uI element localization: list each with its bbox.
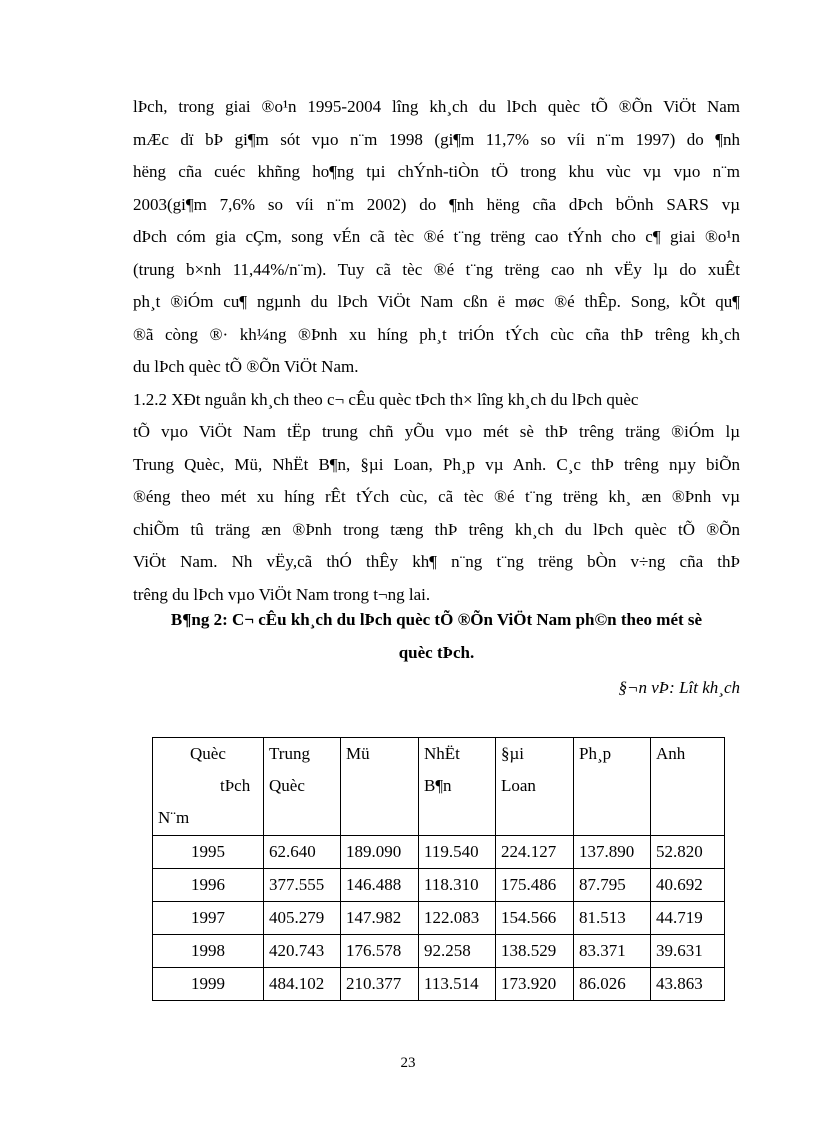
table-cell: 92.258 [419,935,496,968]
corner-label-nationality: tÞch [220,776,251,795]
paragraph-line: lÞch, trong giai ®o¹n 1995-2004 lîng kh¸ch du lÞch quèc tÕ ®Õn ViÖt Nam [133,97,740,116]
table-unit-note: §¬n vÞ: Lît kh¸ch [618,678,740,697]
table-caption-line: quèc tÞch. [398,642,475,662]
table-cell: 146.488 [341,869,419,902]
table-cell: 377.555 [264,869,341,902]
paragraph-line: trêng du lÞch vµo ViÖt Nam trong t¬ng lai. [133,584,431,604]
table-cell: 83.371 [574,935,651,968]
year-cell: 1996 [153,869,264,902]
corner-header-cell [153,738,264,836]
table-cell: 44.719 [651,902,725,935]
year-cell: 1995 [153,836,264,869]
table-cell: 118.310 [419,869,496,902]
table-cell: 122.083 [419,902,496,935]
paragraph-line: chiÕm tû träng æn ®Þnh trong tæng thÞ trêng kh¸ch du lÞch quèc tÕ ®Õn [133,519,740,539]
table-caption-line: B¶ng 2: C¬ cÊu kh¸ch du lÞch quèc tÕ ®Õn ViÖt Nam ph©n theo mét sè [170,610,703,629]
table-cell: 210.377 [341,968,419,1001]
paragraph-line: 2003(gi¶m 7,6% so víi n¨m 2002) do ¶nh hëng cña dÞch bÖnh SARS vµ [133,194,740,214]
table-cell: 62.640 [264,836,341,869]
table-cell: 39.631 [651,935,725,968]
table-cell: 138.529 [496,935,574,968]
table-cell: 81.513 [574,902,651,935]
table-cell: 484.102 [264,968,341,1001]
table-cell: 87.795 [574,869,651,902]
column-header-line: Anh [656,744,686,763]
body-text [133,91,740,611]
table-row [153,902,725,935]
paragraph-line: ®éng theo mét xu híng rÊt tÝch cùc, cã tèc ®é t¨ng trëng kh¸ æn ®Þnh vµ [133,487,740,506]
table-cell: 113.514 [419,968,496,1001]
table-cell: 224.127 [496,836,574,869]
table-cell: 40.692 [651,869,725,902]
paragraph-line: 1.2.2 XÐt nguån kh¸ch theo c¬ cÊu quèc tÞch th× lîng kh¸ch du lÞch quèc [133,389,639,409]
paragraph-line: dÞch cóm gia cÇm, song vÉn cã tèc ®é t¨ng trëng cao tÝnh cho c¶ giai ®o¹n [133,227,740,246]
column-header-line: Loan [501,776,536,795]
paragraph-line: ViÖt Nam. Nh vËy,cã thÓ thÊy kh¶ n¨ng t¨ng trëng bÒn v÷ng cña thÞ [133,552,740,571]
table-cell: 420.743 [264,935,341,968]
table-cell: 137.890 [574,836,651,869]
column-header [264,738,341,836]
table-row [153,836,725,869]
table-cell: 173.920 [496,968,574,1001]
table-cell: 175.486 [496,869,574,902]
table-cell: 119.540 [419,836,496,869]
page-number: 23 [400,1055,416,1071]
column-header-line: B¶n [424,776,452,795]
table-cell: 86.026 [574,968,651,1001]
table-cell: 189.090 [341,836,419,869]
year-cell: 1997 [153,902,264,935]
table-row [153,935,725,968]
year-cell: 1999 [153,968,264,1001]
table-cell: 176.578 [341,935,419,968]
table-cell: 154.566 [496,902,574,935]
table-cell: 52.820 [651,836,725,869]
column-header-line: Ph¸p [579,744,612,763]
year-cell: 1998 [153,935,264,968]
column-header-line: Quèc [269,776,305,795]
paragraph-line: hëng cña cuéc khñng ho¶ng tµi chÝnh-tiÒn tÖ trong khu vùc vµ vµo n¨m [133,162,740,181]
column-header-line: Trung [269,744,310,763]
visitor-table [152,737,725,1001]
column-header [341,738,419,836]
column-header [419,738,496,836]
column-header-line: NhËt [424,744,460,763]
column-header [651,738,725,836]
column-header [496,738,574,836]
paragraph-line: ®ã còng ®· kh¼ng ®Þnh xu híng ph¸t triÓn tÝch cùc cña thÞ trêng kh¸ch [133,324,740,344]
corner-label-year: N¨m [158,808,190,827]
table-caption [133,604,740,669]
table-cell: 405.279 [264,902,341,935]
column-header-line: Mü [346,744,370,763]
table-row [153,968,725,1001]
paragraph-line: (trung b×nh 11,44%/n¨m). Tuy cã tèc ®é t¨ng trëng cao nh vËy lµ do xuÊt [133,259,740,279]
table-row [153,869,725,902]
table-cell: 147.982 [341,902,419,935]
paragraph-line: mÆc dï bÞ gi¶m sót vµo n¨m 1998 (gi¶m 11,7% so víi n¨m 1997) do ¶nh [133,129,740,149]
paragraph-line: ph¸t ®iÓm cu¶ ngµnh du lÞch ViÖt Nam cßn ë møc ®é thÊp. Song, kÕt qu¶ [133,292,740,311]
column-header [574,738,651,836]
paragraph-line: tÕ vµo ViÖt Nam tËp trung chñ yÕu vµo mét sè thÞ trêng träng ®iÓm lµ [133,422,740,441]
paragraph-line: du lÞch quèc tÕ ®Õn ViÖt Nam. [133,357,359,376]
paragraph-line: Trung Quèc, Mü, NhËt B¶n, §µi Loan, Ph¸p vµ Anh. C¸c thÞ trêng nµy biÕn [133,454,740,474]
corner-label-country: Quèc [190,744,226,763]
table-cell: 43.863 [651,968,725,1001]
column-header-line: §µi [501,744,525,763]
table-header-row [153,738,725,836]
